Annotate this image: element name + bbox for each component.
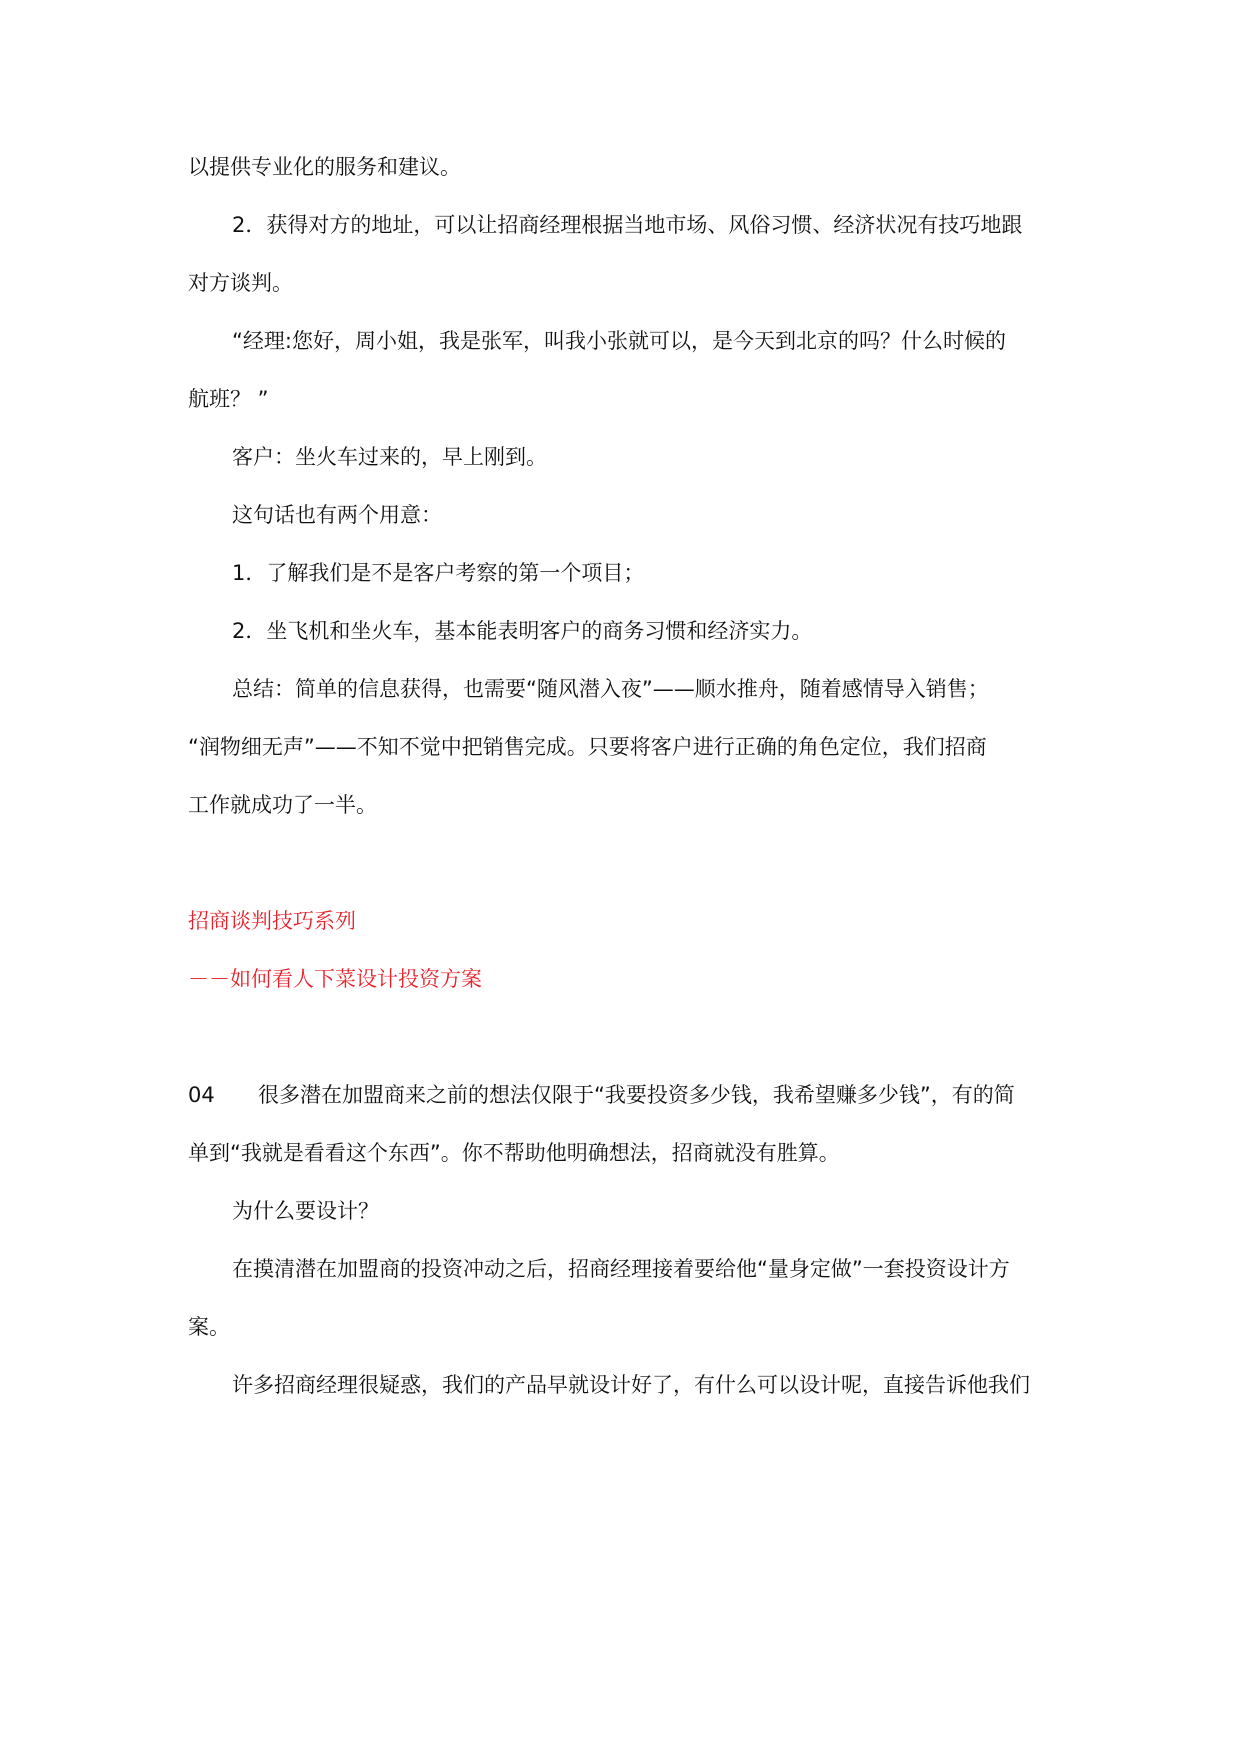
summary-line: 工作就成功了一半。 — [188, 793, 377, 817]
paragraph-line: “经理:您好，周小姐，我是张军，叫我小张就可以，是今天到北京的吗？什么时候的 — [232, 329, 1006, 353]
summary-line: 总结：简单的信息获得，也需要“随风潜入夜”——顺水推舟，随着感情导入销售； — [232, 677, 989, 701]
paragraph-line: 单到“我就是看看这个东西”。你不帮助他明确想法，招商就没有胜算。 — [188, 1141, 840, 1165]
paragraph-line: 这句话也有两个用意： — [232, 503, 442, 527]
list-item: 2．坐飞机和坐火车，基本能表明客户的商务习惯和经济实力。 — [232, 619, 813, 643]
paragraph-line: 以提供专业化的服务和建议。 — [188, 155, 461, 179]
question-heading: 为什么要设计？ — [232, 1199, 379, 1223]
paragraph-number: 04 — [188, 1083, 215, 1107]
paragraph-line: 2．获得对方的地址，可以让招商经理根据当地市场、风俗习惯、经济状况有技巧地跟 — [232, 213, 1023, 237]
paragraph-line: 许多招商经理很疑惑，我们的产品早就设计好了，有什么可以设计呢，直接告诉他我们 — [232, 1373, 1030, 1397]
paragraph-line: 客户：坐火车过来的，早上刚到。 — [232, 445, 547, 469]
list-item: 1．了解我们是不是客户考察的第一个项目； — [232, 561, 645, 585]
paragraph-line: 对方谈判。 — [188, 271, 293, 295]
summary-line: “润物细无声”——不知不觉中把销售完成。只要将客户进行正确的角色定位，我们招商 — [188, 735, 987, 759]
section-subtitle: －－如何看人下菜设计投资方案 — [188, 967, 482, 991]
paragraph-line: 在摸清潜在加盟商的投资冲动之后，招商经理接着要给他“量身定做”一套投资设计方 — [232, 1257, 1010, 1281]
paragraph-text: 很多潜在加盟商来之前的想法仅限于“我要投资多少钱，我希望赚多少钱”，有的简 — [258, 1083, 1015, 1107]
paragraph-line: 航班？ ” — [188, 387, 269, 411]
paragraph-line: 案。 — [188, 1315, 230, 1339]
section-title: 招商谈判技巧系列 — [188, 909, 356, 933]
numbered-paragraph — [188, 1080, 1068, 1110]
